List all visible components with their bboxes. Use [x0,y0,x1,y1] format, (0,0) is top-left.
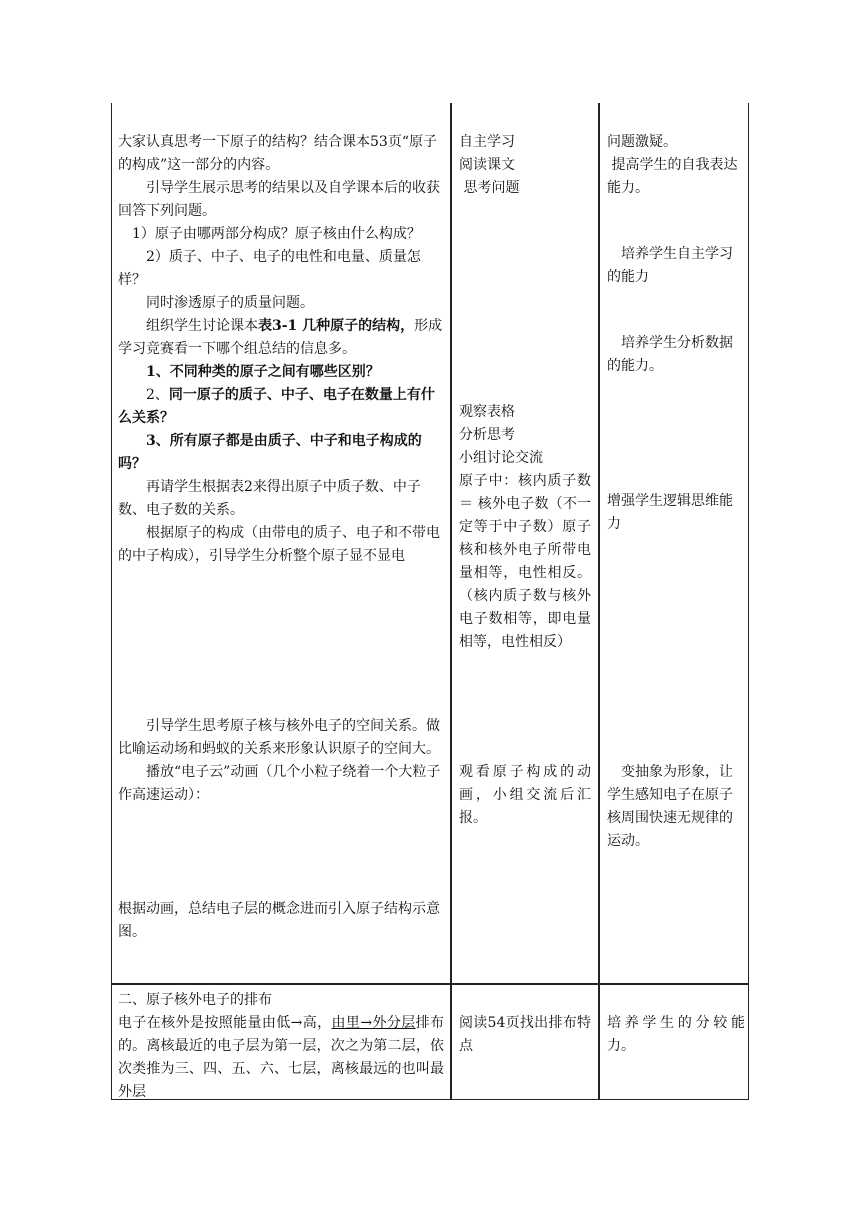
text-paragraph: 提高学生的自我表达能力。 [607,157,738,196]
teacher-activity-cell [118,715,444,807]
design-intent-cell [607,761,745,853]
row-divider [112,983,748,985]
text-paragraph [118,315,444,361]
discussion-question-2 [118,384,444,430]
text-paragraph: 播放“电子云”动画（几个小粒子绕着一个大粒子作高速运动）： [118,764,441,803]
section-cell [118,989,444,1104]
design-intent-cell [607,490,745,536]
text-line: 小组讨论交流 [459,450,543,466]
text-paragraph: 大家认真思考一下原子的结构？结合课本53页“原子的构成”这一部分的内容。 [118,134,437,173]
text-paragraph: 变抽象为形象，让学生感知电子在原子核周围快速无规律的运动。 [607,764,733,849]
student-activity-cell [459,761,591,830]
text-paragraph: 引导学生展示思考的结果以及自学课本后的收获回答下列问题。 [118,180,440,219]
section-title: 二、原子核外电子的排布 [118,992,272,1008]
table-reference: 表3-1 几种原子的结构， [258,318,415,334]
student-activity-cell [459,1012,591,1058]
question-1: 1）原子由哪两部分构成？原子核由什么构成？ [132,226,421,242]
underlined-text: 由里→外分层 [331,1015,416,1031]
text-paragraph: 再请学生根据表2来得出原子中质子数、中子数、电子数的关系。 [118,479,421,518]
text-line: 思考问题 [459,180,520,196]
text-line: 自主学习 [459,134,515,150]
text-paragraph: 引导学生思考原子核与核外电子的空间关系。做比喻运动场和蚂蚁的关系来形象认识原子的空间大。 [118,718,440,757]
text-span: 排布的。离核最近的电子层为第一层，次之为第二层，依次类推为三、四、五、六、七层，离核最远的也叫最外层 [118,1015,444,1100]
text-span: 2、 [146,387,169,403]
text-paragraph: 培养学生分析数据的能力。 [607,335,733,374]
teacher-activity-cell [118,898,444,944]
text-paragraph: 同时渗透原子的质量问题。 [146,295,314,311]
student-activity-cell [459,401,591,654]
question-2: 2）质子、中子、电子的电性和电量、质量怎样？ [118,249,421,288]
discussion-question-3: 3、所有原子都是由质子、中子和电子构成的吗？ [118,433,422,472]
teacher-activity-cell [118,131,444,568]
text-paragraph: 培养学生自主学习的能力 [607,246,733,285]
column-divider [598,103,600,1099]
design-intent-cell [607,243,745,289]
text-paragraph: 根据原子的构成（由带电的质子、电子和不带电的中子构成），引导学生分析整个原子显不显电 [118,525,440,564]
design-intent-cell [607,1012,745,1058]
text-line: 分析思考 [459,427,515,443]
text-span: 形成学习竞赛看一下哪个组总结的信息多。 [118,318,443,357]
text-span: 组织学生讨论课本 [146,318,258,334]
text-line: 观察表格 [459,404,515,420]
discussion-question-1: 1、不同种类的原子之间有哪些区别？ [146,364,380,380]
text-paragraph: 原子中：核内质子数 ＝ 核外电子数（不一定等于中子数）原子核和核外电子所带电量相等，电性相反。（核内质子数与核外电子数相等，即电量相等，电性相反） [459,473,591,650]
text-span: 电子在核外是按照能量由低→高， [118,1015,332,1031]
design-intent-cell [607,131,745,200]
design-intent-cell [607,332,745,378]
text-paragraph: 增强学生逻辑思维能力 [607,493,733,532]
text-paragraph [118,1012,444,1104]
text-line: 阅读课文 [459,157,515,173]
lesson-table [111,103,749,1100]
student-activity-cell [459,131,591,200]
text-paragraph: 阅读54页找出排布特点 [459,1015,591,1054]
text-paragraph: 培养学生的分较能力。 [607,1015,745,1054]
text-span: 同一原子的质子、中子、电子在数量上有什么关系？ [118,387,435,426]
column-divider [450,103,452,1099]
text-line: 问题激疑。 [607,134,677,150]
text-paragraph: 观看原子构成的动画，小组交流后汇报。 [459,764,591,826]
text-paragraph: 根据动画，总结电子层的概念进而引入原子结构示意图。 [118,901,440,940]
